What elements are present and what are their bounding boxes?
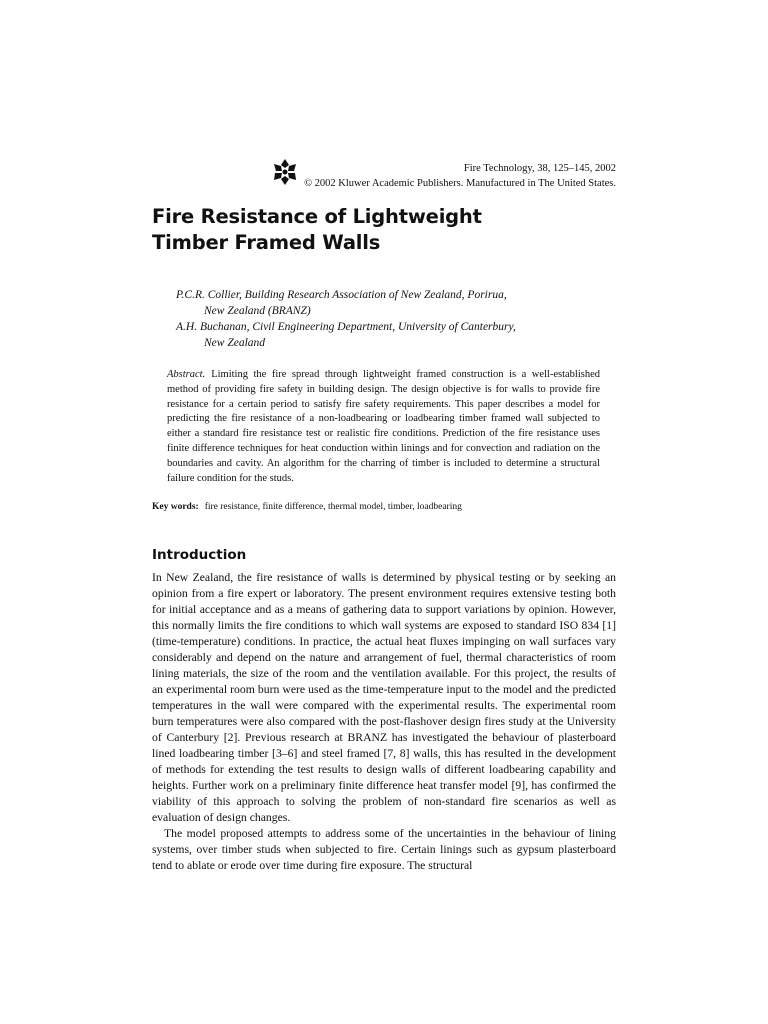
author-affiliation: P.C.R. Collier, Building Research Association of New Zealand, Porirua, bbox=[176, 289, 507, 301]
author-affiliation-cont: New Zealand (BRANZ) bbox=[204, 305, 311, 317]
copyright-notice: © 2002 Kluwer Academic Publishers. Manufactured in The United States. bbox=[304, 178, 616, 189]
section-heading-introduction: Introduction bbox=[152, 547, 247, 563]
keywords bbox=[152, 501, 622, 514]
abstract-text: Limiting the fire spread through lightweight framed construction is a well-established method of providing fire safety in building design. The design objective is for walls to provide fire resistance for a certain period to satisfy fire safety requirements. This paper describes a model for predicting the fire resistance of a non-loadbearing or loadbearing timber framed wall subjected to either a standard fire resistance test or realistic fire conditions. Prediction of the fire resistance uses finite difference techniques for heat conduction within linings and for convection and radiation on the boundaries and cavity. An algorithm for the charring of timber is included to determine a structural failure condition for the studs. bbox=[167, 369, 600, 484]
publisher-logo-icon bbox=[272, 158, 298, 186]
abstract bbox=[167, 368, 600, 486]
body-paragraph: The model proposed attempts to address some of the uncertainties in the behaviour of lining systems, over timber studs when subjected to fire. Certain linings such as gypsum plasterboard tend to ablate or erode over time during fire exposure. The structural bbox=[152, 827, 616, 872]
journal-citation: Fire Technology, 38, 125–145, 2002 bbox=[463, 163, 616, 174]
author-entry bbox=[176, 287, 616, 319]
title-line-1: Fire Resistance of Lightweight bbox=[152, 205, 482, 228]
author-entry bbox=[176, 319, 616, 351]
keywords-text: fire resistance, finite difference, thermal model, timber, loadbearing bbox=[204, 502, 462, 512]
author-affiliation: A.H. Buchanan, Civil Engineering Department, University of Canterbury, bbox=[176, 321, 516, 333]
paper-title bbox=[152, 204, 632, 256]
abstract-label: Abstract. bbox=[167, 369, 206, 380]
author-affiliation-cont: New Zealand bbox=[204, 337, 266, 349]
journal-info bbox=[304, 161, 616, 191]
body-paragraph: In New Zealand, the fire resistance of walls is determined by physical testing or by seeking an opinion from a fire expert or laboratory. The present environment requires extensive testing both for initial acceptance and as a means of gathering data to support variations by opinion. However, this normally limits the fire conditions to which wall systems are exposed to standard ISO 834 [1] (time-temperature) conditions. In practice, the actual heat fluxes impinging on wall surfaces vary considerably and depend on the nature and arrangement of fuel, thermal characteristics of room lining materials, the size of the room and the ventilation available. For this project, the results of an experimental room burn were used as the time-temperature input to the model and the predicted temperatures in the wall were compared with the experimental results. The experimental room burn temperatures were also compared with the post-flashover design fires study at the University of Canterbury [2]. Previous research at BRANZ has investigated the behaviour of plasterboard lined loadbearing timber [3–6] and steel framed [7, 8] walls, this has resulted in the development of methods for extending the test results to design walls of different loadbearing capability and heights. Further work on a preliminary finite difference heat transfer model [9], has confirmed the viability of this approach to solving the problem of non-standard fire scenarios as well as evaluation of design changes. bbox=[152, 571, 616, 824]
keywords-label: Key words: bbox=[152, 502, 199, 512]
introduction-body bbox=[152, 570, 616, 874]
author-list bbox=[176, 287, 616, 351]
title-line-2: Timber Framed Walls bbox=[152, 231, 381, 254]
